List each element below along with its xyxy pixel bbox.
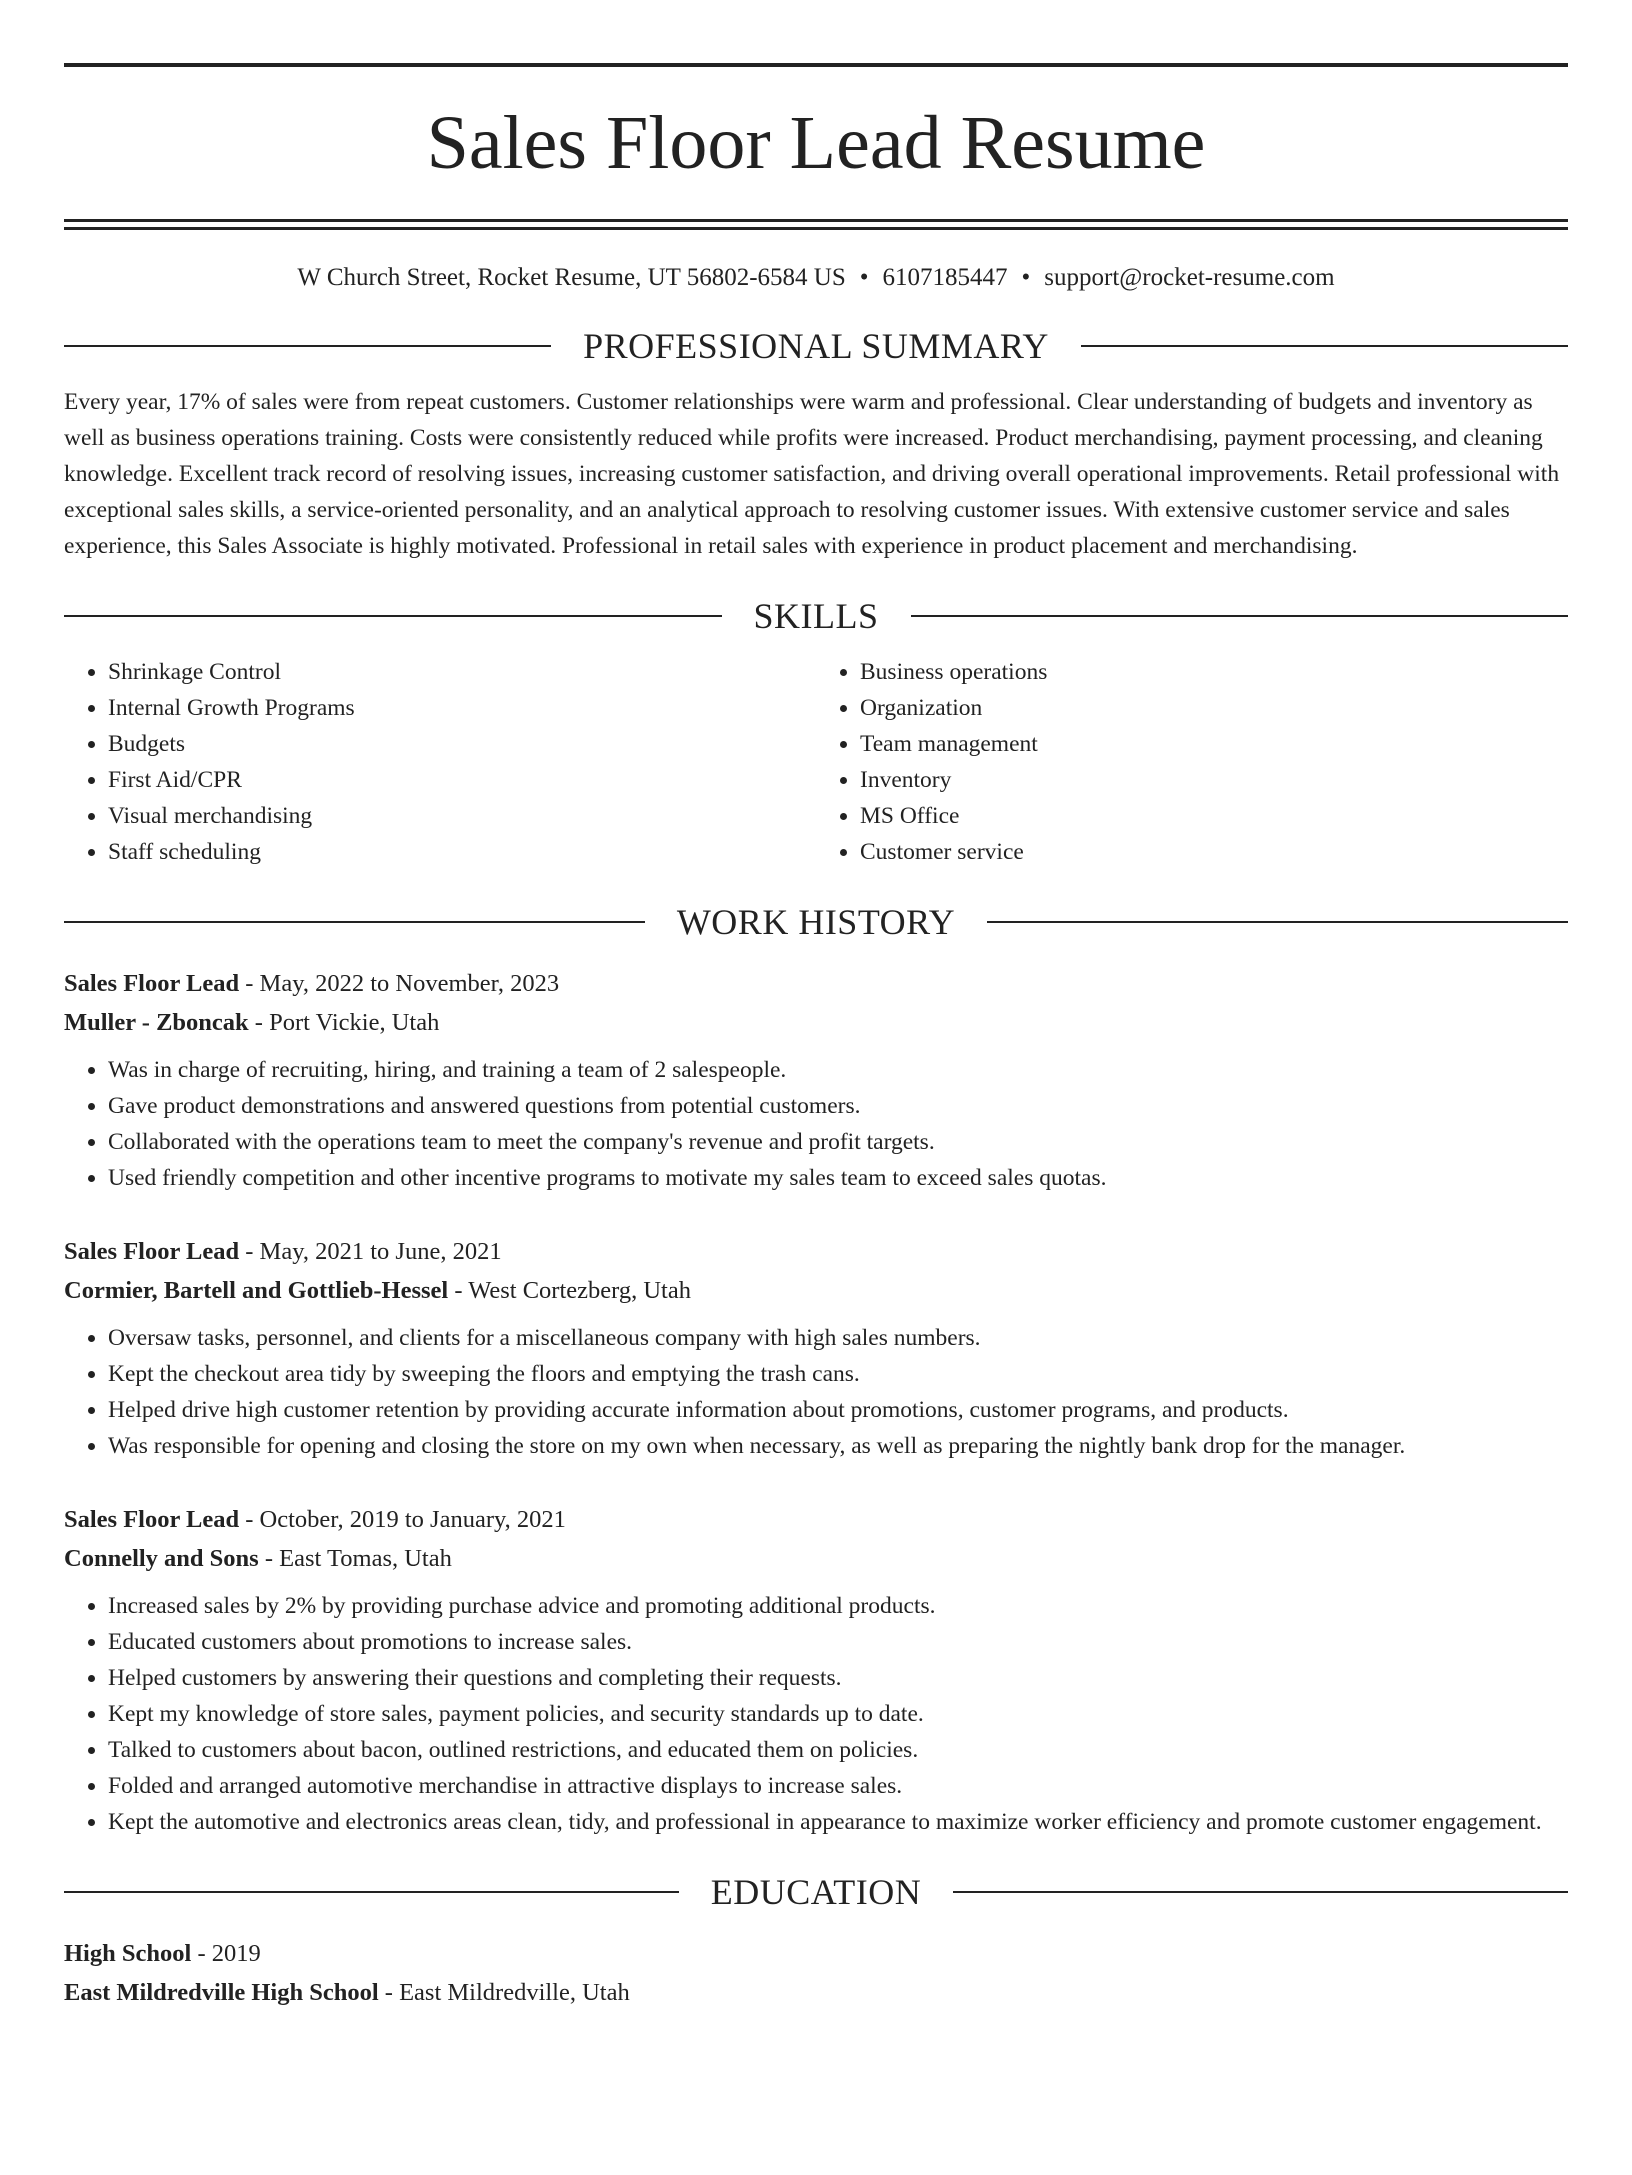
- job-bullet: • Folded and arranged automotive merchandise in attractive displays to increase sales.: [108, 1768, 1568, 1804]
- divider: [64, 1891, 679, 1893]
- divider: [953, 1891, 1568, 1893]
- skill-item: • Staff scheduling: [108, 834, 816, 870]
- job-title-line: [64, 964, 1568, 1003]
- job-bullet: • Helped drive high customer retention by providing accurate information about promotions, customer programs, and products.: [108, 1392, 1568, 1428]
- skills-list: [64, 654, 1568, 870]
- job-title: Sales Floor Lead: [64, 1238, 240, 1265]
- school-location: - East Mildredville, Utah: [378, 1979, 630, 2006]
- summary-text: Every year, 17% of sales were from repeat customers. Customer relationships were warm and professional. Clear understanding of budgets and inventory as well as business operations training. Costs were consistently reduced while profits were increased. Product merchandising, payment processing, and cleaning knowledge. Excellent track record of resolving issues, increasing customer satisfaction, and driving overall operational improvements. Retail professional with exceptional sales skills, a service-oriented personality, and an analytical approach to resolving customer issues. With extensive customer service and sales experience, this Sales Associate is highly motivated. Professional in retail sales with experience in product placement and merchandising.: [64, 389, 1560, 559]
- section-title: SKILLS: [753, 596, 879, 636]
- separator: •: [1021, 264, 1031, 291]
- section-heading-skills: [64, 592, 1568, 640]
- job-entry: [64, 964, 1568, 1196]
- job-bullet: • Kept my knowledge of store sales, payment policies, and security standards up to date.: [108, 1696, 1568, 1732]
- divider: [64, 921, 645, 923]
- section-title: PROFESSIONAL SUMMARY: [583, 326, 1049, 366]
- divider: [1081, 345, 1568, 347]
- job-bullets: [64, 1320, 1568, 1464]
- education-entry: [64, 1934, 1568, 2012]
- job-entry: [64, 1500, 1568, 1840]
- section-title: WORK HISTORY: [676, 902, 956, 942]
- job-bullet: • Helped customers by answering their questions and completing their requests.: [108, 1660, 1568, 1696]
- section-heading-education: [64, 1868, 1568, 1916]
- skill-item: • First Aid/CPR: [108, 762, 816, 798]
- job-entry: [64, 1232, 1568, 1464]
- section-heading-work: [64, 898, 1568, 946]
- email: support@rocket-resume.com: [1044, 264, 1335, 291]
- company-name: Muller - Zboncak: [64, 1009, 249, 1036]
- divider: [64, 615, 722, 617]
- job-bullet: • Kept the checkout area tidy by sweeping the floors and emptying the trash cans.: [108, 1356, 1568, 1392]
- job-company-line: [64, 1271, 1568, 1310]
- degree: High School: [64, 1940, 192, 1967]
- skills-column-right: [816, 654, 1568, 870]
- job-bullet: • Educated customers about promotions to increase sales.: [108, 1624, 1568, 1660]
- school-name: East Mildredville High School: [64, 1979, 379, 2006]
- job-title-line: [64, 1232, 1568, 1271]
- job-bullet: • Collaborated with the operations team to meet the company's revenue and profit targets.: [108, 1124, 1568, 1160]
- job-bullet: • Gave product demonstrations and answered questions from potential customers.: [108, 1088, 1568, 1124]
- job-company-line: [64, 1539, 1568, 1578]
- job-bullets: [64, 1052, 1568, 1196]
- job-bullet: • Oversaw tasks, personnel, and clients for a miscellaneous company with high sales numbers.: [108, 1320, 1568, 1356]
- skill-item: • Inventory: [860, 762, 1568, 798]
- school-line: [64, 1973, 1568, 2012]
- title-double-rule: [64, 219, 1568, 222]
- resume-page: [64, 63, 1568, 2012]
- skill-item: • Business operations: [860, 654, 1568, 690]
- contact-line: [64, 262, 1568, 294]
- company-location: - Port Vickie, Utah: [248, 1009, 440, 1036]
- top-rule: [64, 63, 1568, 67]
- skill-item: • Customer service: [860, 834, 1568, 870]
- skill-item: • Organization: [860, 690, 1568, 726]
- skills-column-left: [64, 654, 816, 870]
- job-bullet: • Increased sales by 2% by providing purchase advice and promoting additional products.: [108, 1588, 1568, 1624]
- skill-item: • Team management: [860, 726, 1568, 762]
- job-bullet: • Used friendly competition and other incentive programs to motivate my sales team to exceed sales quotas.: [108, 1160, 1568, 1196]
- skill-item: • MS Office: [860, 798, 1568, 834]
- company-location: - West Cortezberg, Utah: [448, 1277, 691, 1304]
- divider: [987, 921, 1568, 923]
- skill-item: • Visual merchandising: [108, 798, 816, 834]
- page-title: Sales Floor Lead Resume: [426, 101, 1206, 185]
- skill-item: • Internal Growth Programs: [108, 690, 816, 726]
- graduation-year: - 2019: [191, 1940, 261, 1967]
- job-bullet: • Talked to customers about bacon, outlined restrictions, and educated them on policies.: [108, 1732, 1568, 1768]
- company-location: - East Tomas, Utah: [258, 1545, 452, 1572]
- job-dates: - May, 2021 to June, 2021: [239, 1238, 502, 1265]
- job-title: Sales Floor Lead: [64, 1506, 240, 1533]
- address: W Church Street, Rocket Resume, UT 56802-6584 US: [297, 264, 846, 291]
- company-name: Connelly and Sons: [64, 1545, 259, 1572]
- section-heading-summary: [64, 322, 1568, 370]
- separator: •: [859, 264, 869, 291]
- skill-item: • Shrinkage Control: [108, 654, 816, 690]
- job-company-line: [64, 1003, 1568, 1042]
- job-title: Sales Floor Lead: [64, 970, 240, 997]
- job-bullet: • Kept the automotive and electronics areas clean, tidy, and professional in appearance to maximize worker efficiency and promote customer engagement.: [108, 1804, 1568, 1840]
- company-name: Cormier, Bartell and Gottlieb-Hessel: [64, 1277, 449, 1304]
- job-bullet: • Was responsible for opening and closing the store on my own when necessary, as well as preparing the nightly bank drop for the manager.: [108, 1428, 1568, 1464]
- job-bullet: • Was in charge of recruiting, hiring, and training a team of 2 salespeople.: [108, 1052, 1568, 1088]
- job-dates: - May, 2022 to November, 2023: [239, 970, 560, 997]
- divider: [64, 345, 551, 347]
- degree-line: [64, 1934, 1568, 1973]
- phone: 6107185447: [882, 264, 1008, 291]
- divider: [911, 615, 1569, 617]
- job-dates: - October, 2019 to January, 2021: [239, 1506, 566, 1533]
- job-bullets: [64, 1588, 1568, 1840]
- section-title: EDUCATION: [710, 1872, 922, 1912]
- skill-item: • Budgets: [108, 726, 816, 762]
- job-title-line: [64, 1500, 1568, 1539]
